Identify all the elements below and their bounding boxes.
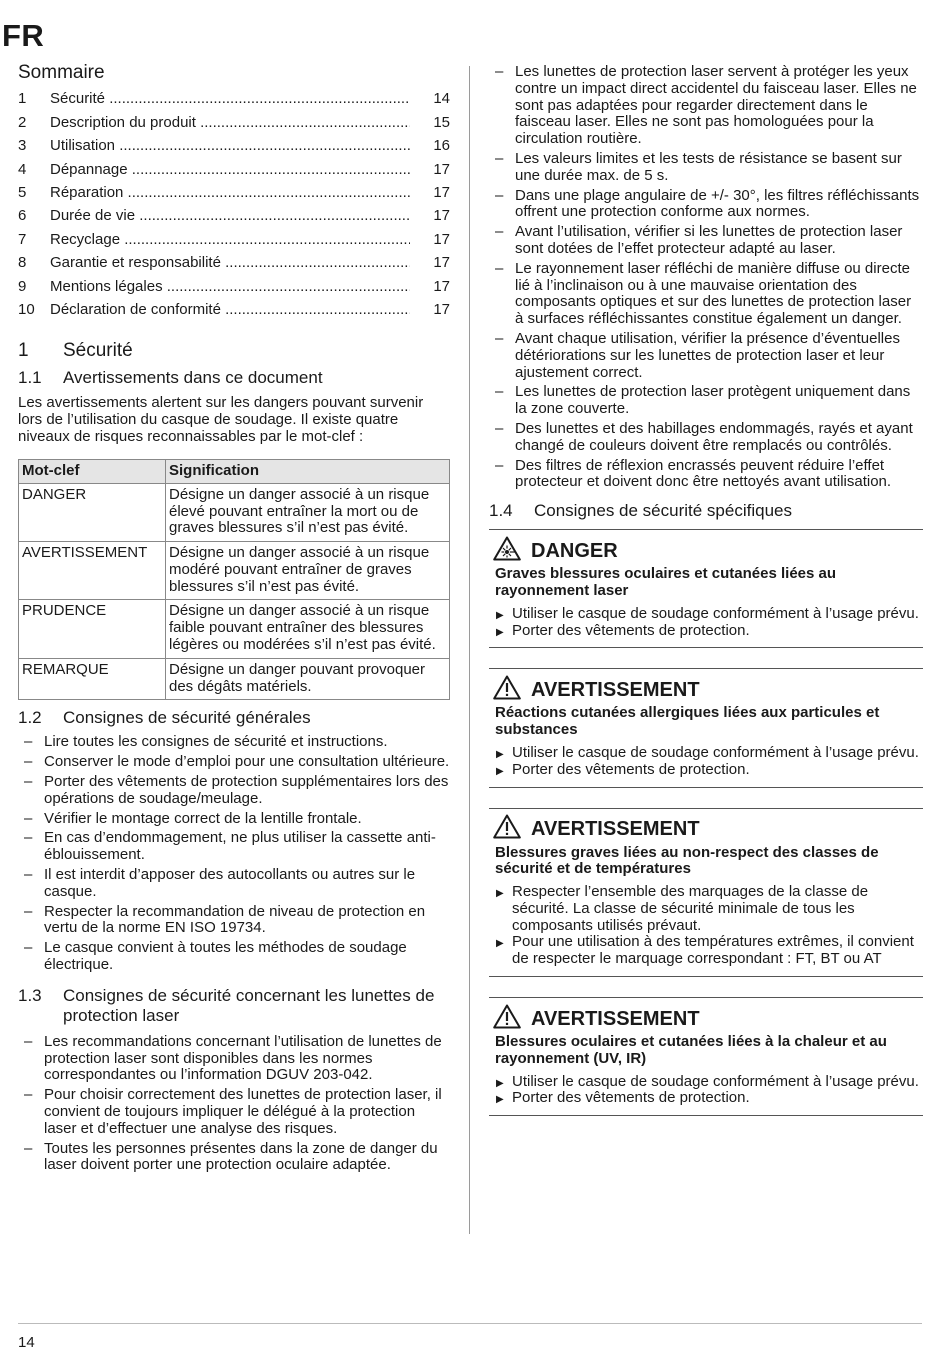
hazard-description: Blessures oculaires et cutanées liées à la chaleur et au rayonnement (UV, IR)	[495, 1033, 887, 1067]
toc-page: 17	[433, 254, 450, 272]
toc-number: 3	[18, 137, 27, 155]
section-1-3-heading	[18, 986, 450, 1026]
laser-safety-list-right	[489, 64, 923, 491]
hazard-description: Réactions cutanées allergiques liées aux particules et substances	[495, 704, 880, 739]
section-number: 1.2	[18, 708, 42, 728]
toc-entry	[18, 248, 450, 271]
signal-word: DANGER	[531, 539, 618, 562]
right-column	[489, 62, 923, 1116]
list-item: – Lire toutes les consignes de sécurité et instructions.	[18, 734, 450, 751]
language-code: FR	[2, 18, 45, 53]
section-1-heading	[18, 340, 450, 362]
toc-text: Garantie et responsabilité .....	[50, 254, 410, 271]
instruction-item: ▶ Porter des vêtements de protection.	[495, 762, 923, 779]
toc-number: 7	[18, 230, 27, 248]
list-item: – Dans une plage angulaire de +/- 30°, les filtres réfléchissants offrent une protection conforme aux normes.	[489, 188, 923, 222]
signal-word: REMARQUE	[19, 658, 166, 700]
toc-entry	[18, 178, 450, 201]
signal-meaning: Désigne un danger pouvant provoquer des dégâts matériels.	[166, 658, 450, 700]
footer-divider	[18, 1323, 922, 1324]
signal-word: DANGER	[19, 483, 166, 541]
hazard-description: Blessures graves liées au non-respect des classes de sécurité et de températures	[495, 843, 879, 878]
list-item: – Respecter la recommandation de niveau de protection en vertu de la norme EN ISO 19734.	[18, 904, 450, 938]
toc-page: 15	[433, 113, 450, 131]
instruction-list	[489, 606, 923, 640]
instruction-list	[489, 745, 923, 779]
general-safety-list	[18, 734, 450, 973]
list-item: – Le casque convient à toutes les méthodes de soudage électrique.	[18, 940, 450, 974]
warning-header	[493, 1006, 923, 1032]
laser-warning-icon	[493, 536, 531, 567]
column-divider	[469, 66, 470, 1234]
signal-word-table	[18, 459, 450, 701]
hazard-description: Graves blessures oculaires et cutanées liées au rayonnement laser	[495, 565, 837, 599]
signal-word: AVERTISSEMENT	[531, 818, 700, 840]
column-header-meaning: Signification	[166, 459, 450, 483]
page-number: 14	[18, 1334, 35, 1351]
toc-text: Description du produit .....	[50, 114, 410, 131]
section-title: Consignes de sécurité générales	[63, 708, 311, 728]
toc-page: 17	[433, 230, 450, 248]
toc-entry	[18, 201, 450, 224]
toc-text: Sécurité .....	[50, 90, 410, 107]
instruction-list	[489, 884, 923, 968]
toc-number: 10	[18, 300, 35, 318]
list-item: – Les recommandations concernant l’utilisation de lunettes de protection laser sont disponibles dans les normes correspondantes ou l’information DGUV 203-042.	[18, 1034, 450, 1084]
toc-number: 8	[18, 254, 27, 272]
warning-triangle-icon	[493, 1004, 531, 1035]
left-column	[18, 62, 450, 1182]
signal-word: AVERTISSEMENT	[531, 678, 700, 701]
list-item: – Porter des vêtements de protection supplémentaires lors des opérations de soudage/meulage.	[18, 774, 450, 808]
toc-entry	[18, 224, 450, 247]
toc-number: 5	[18, 183, 27, 201]
toc-number: 6	[18, 207, 27, 225]
instruction-item: ▶ Porter des vêtements de protection.	[495, 623, 923, 640]
toc-entry	[18, 131, 450, 154]
signal-meaning: Désigne un danger associé à un risque faible pouvant entraîner des blessures légères ou modérées s’il n’est pas évité.	[166, 600, 450, 658]
toc-entry	[18, 271, 450, 294]
list-item: – Il est interdit d’apposer des autocollants ou autres sur le casque.	[18, 867, 450, 901]
section-title: Consignes de sécurité spécifiques	[534, 501, 792, 521]
instruction-item: ▶ Utiliser le casque de soudage conformément à l’usage prévu.	[495, 1074, 923, 1091]
instruction-item: ▶ Porter des vêtements de protection.	[495, 1090, 923, 1107]
section-title: Sécurité	[63, 339, 133, 361]
toc-number: 2	[18, 113, 27, 131]
list-item: – Les lunettes de protection laser servent à protéger les yeux contre un impact direct accidentel du faisceau laser. Elles ne sont pas adaptées pour regarder directement dans le faisceau laser. Elles ne sont pas homologuées pour la circulation routière.	[489, 64, 923, 148]
warning-block	[489, 808, 923, 978]
warning-triangle-icon	[493, 675, 531, 706]
warning-header	[493, 817, 923, 843]
warning-triangle-icon	[493, 814, 531, 845]
section-number: 1.4	[489, 501, 513, 521]
table-row	[19, 542, 450, 600]
list-item: – Conserver le mode d’emploi pour une consultation ultérieure.	[18, 754, 450, 771]
signal-meaning: Désigne un danger associé à un risque modéré pouvant entraîner de graves blessures s’il n’est pas évité.	[166, 542, 450, 600]
instruction-item: ▶ Utiliser le casque de soudage conformément à l’usage prévu.	[495, 745, 923, 762]
signal-word: PRUDENCE	[19, 600, 166, 658]
toc-text: Utilisation .....	[50, 137, 410, 154]
section-number: 1.1	[18, 367, 42, 387]
toc-text: Réparation .....	[50, 184, 410, 201]
instruction-item: ▶ Respecter l’ensemble des marquages de la classe de sécurité. La classe de sécurité minimale de tous les composants utilisés prévaut.	[495, 884, 923, 934]
list-item: – Vérifier le montage correct de la lentille frontale.	[18, 811, 450, 828]
toc-page: 17	[433, 160, 450, 178]
column-header-keyword: Mot-clef	[19, 459, 166, 483]
table-row	[19, 483, 450, 541]
toc-entry	[18, 107, 450, 130]
toc-page: 17	[433, 300, 450, 318]
toc-entry	[18, 295, 450, 318]
warning-block	[489, 668, 923, 787]
specific-warnings	[489, 529, 923, 1116]
warning-block	[489, 529, 923, 648]
section-number: 1.3	[18, 985, 42, 1005]
table-row	[19, 600, 450, 658]
toc-page: 17	[433, 277, 450, 295]
warnings-intro: Les avertissements alertent sur les dangers pouvant survenir lors de l’utilisation du casque de soudage. Il existe quatre niveaux de risques reconnaissables par le mot-clef :	[18, 393, 424, 445]
signal-word: AVERTISSEMENT	[531, 1007, 700, 1030]
toc-number: 4	[18, 160, 27, 178]
toc-page: 16	[433, 137, 450, 155]
section-1-2-heading	[18, 708, 450, 728]
section-number: 1	[18, 339, 29, 361]
warning-header	[493, 677, 923, 703]
warning-block	[489, 997, 923, 1116]
list-item: – Des filtres de réflexion encrassés peuvent réduire l’effet protecteur et doivent donc être nettoyés avant utilisation.	[489, 458, 923, 492]
section-1-4-heading	[489, 501, 923, 521]
laser-safety-list-left	[18, 1034, 450, 1174]
toc-entry	[18, 154, 450, 177]
toc-text: Déclaration de conformité .....	[50, 301, 410, 318]
table-of-contents	[18, 84, 450, 318]
toc-text: Dépannage .....	[50, 161, 410, 178]
list-item: – Toutes les personnes présentes dans la zone de danger du laser doivent porter une protection oculaire adaptée.	[18, 1141, 450, 1175]
toc-entry	[18, 84, 450, 107]
instruction-list	[489, 1074, 923, 1108]
table-header-row	[19, 459, 450, 483]
list-item: – Avant chaque utilisation, vérifier la présence d’éventuelles détériorations sur les lunettes de protection laser et leur ajustement correct.	[489, 331, 923, 381]
toc-number: 1	[18, 90, 27, 108]
toc-text: Recyclage .....	[50, 231, 410, 248]
warning-header	[493, 538, 923, 564]
section-title: Avertissements dans ce document	[63, 367, 323, 387]
list-item: – Pour choisir correctement des lunettes de protection laser, il convient de toujours impliquer le délégué à la protection laser et d’effectuer une analyse des risques.	[18, 1087, 450, 1137]
instruction-item: ▶ Utiliser le casque de soudage conformément à l’usage prévu.	[495, 606, 923, 623]
list-item: – Les lunettes de protection laser protègent uniquement dans la zone couverte.	[489, 384, 923, 418]
list-item: – Des lunettes et des habillages endommagés, rayés et ayant changé de couleurs doivent être remplacés ou contrôlés.	[489, 421, 923, 455]
toc-page: 14	[433, 90, 450, 108]
table-row	[19, 658, 450, 700]
toc-text: Durée de vie .....	[50, 207, 410, 224]
signal-word: AVERTISSEMENT	[19, 542, 166, 600]
toc-number: 9	[18, 277, 27, 295]
toc-page: 17	[433, 207, 450, 225]
list-item: – Avant l’utilisation, vérifier si les lunettes de protection laser sont dotées de l’effet protecteur adapté au laser.	[489, 224, 923, 258]
toc-text: Mentions légales .....	[50, 278, 410, 295]
instruction-item: ▶ Pour une utilisation à des températures extrêmes, il convient de respecter le marquage correspondant : FT, BT ou AT	[495, 934, 923, 968]
section-1-1-heading	[18, 368, 450, 388]
list-item: – En cas d’endommagement, ne plus utiliser la cassette anti-éblouissement.	[18, 830, 450, 864]
toc-title: Sommaire	[18, 62, 105, 83]
toc-page: 17	[433, 183, 450, 201]
list-item: – Le rayonnement laser réfléchi de manière diffuse ou directe lié à l’inclinaison ou à une mauvaise orientation des composants optiques et sur des lunettes de protection laser à surfaces réfléchissantes constitue également un danger.	[489, 261, 923, 328]
list-item: – Les valeurs limites et les tests de résistance se basent sur une durée max. de 5 s.	[489, 151, 923, 185]
section-title: Consignes de sécurité concernant les lunettes de protection laser	[63, 985, 435, 1025]
signal-meaning: Désigne un danger associé à un risque élevé pouvant entraîner la mort ou de graves blessures s’il n’est pas évité.	[166, 483, 450, 541]
